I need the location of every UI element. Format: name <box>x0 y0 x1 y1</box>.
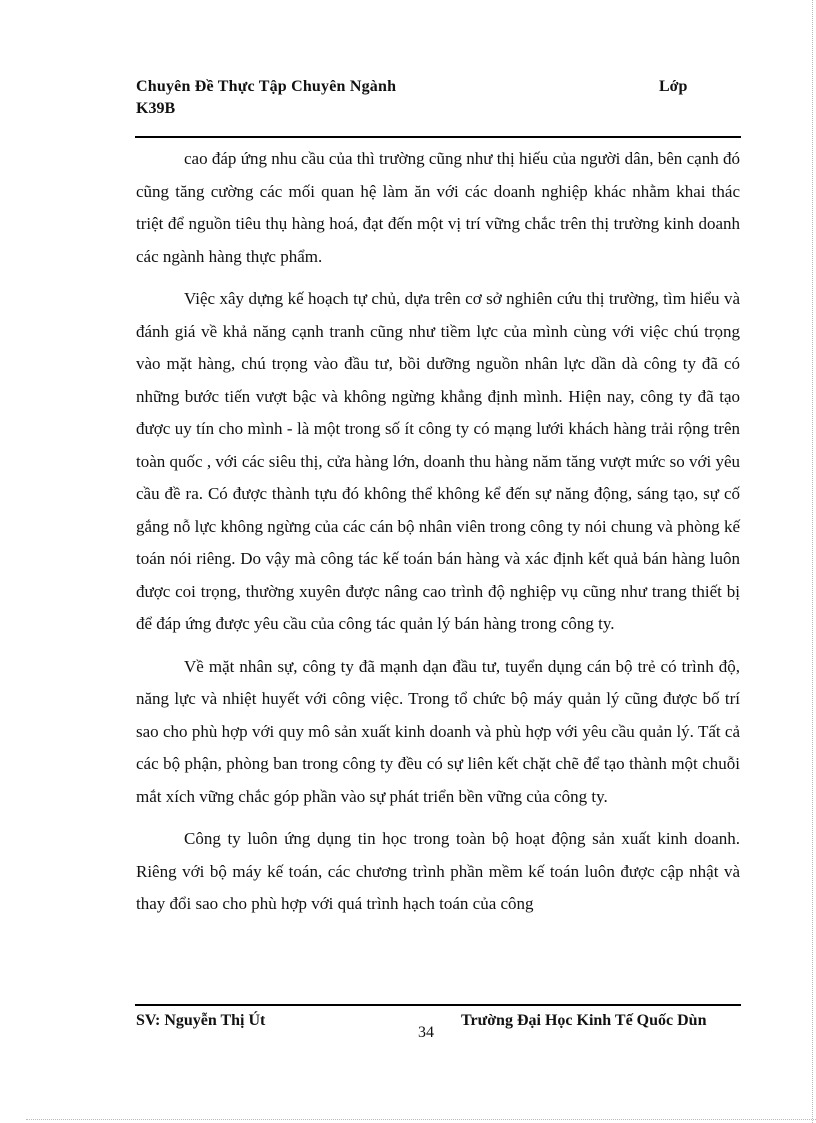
header-class-label: Lớp <box>659 78 688 95</box>
page-edge-right <box>812 0 813 1123</box>
header-class-code: K39B <box>136 100 176 117</box>
footer-student: SV: Nguyễn Thị Út <box>136 1012 266 1029</box>
footer-divider <box>135 1004 741 1006</box>
paragraph-1: cao đáp ứng nhu cầu của thì trường cũng như thị hiếu của người dân, bên cạnh đó cũng tăng cường các mối quan hệ làm ăn với các doanh nghiệp khác nhằm khai thác triệt để nguồn tiêu thụ hàng hoá, đạt đến một vị trí vững chắc trên thị trường kinh doanh các ngành hàng thực phẩm. <box>136 149 740 266</box>
paragraph-3: Về mặt nhân sự, công ty đã mạnh dạn đầu tư, tuyển dụng cán bộ trẻ có trình độ, năng lực và nhiệt huyết với công việc. Trong tổ chức bộ máy quản lý cũng được bố trí sao cho phù hợp với quy mô sản xuất kinh doanh và phù hợp với yêu cầu quản lý. Tất cả các bộ phận, phòng ban trong công ty đều có sự liên kết chặt chẽ để tạo thành một chuỗi mắt xích vững chắc góp phần vào sự phát triển bền vững của công ty. <box>136 656 740 806</box>
page-number: 34 <box>418 1024 434 1041</box>
document-body <box>136 143 740 931</box>
header-title: Chuyên Đề Thực Tập Chuyên Ngành <box>136 78 397 95</box>
header-divider <box>135 136 741 138</box>
page-edge-bottom <box>26 1119 816 1120</box>
paragraph-4: Công ty luôn ứng dụng tin học trong toàn bộ hoạt động sản xuất kinh doanh. Riêng với bộ máy kế toán, các chương trình phần mềm kế toán luôn được cập nhật và thay đổi sao cho phù hợp với quá trình hạch toán của công <box>136 829 740 913</box>
paragraph-2: Việc xây dựng kế hoạch tự chủ, dựa trên cơ sở nghiên cứu thị trường, tìm hiểu và đánh giá về khả năng cạnh tranh cũng như tiềm lực của mình cùng với việc chú trọng vào mặt hàng, chú trọng vào đầu tư, bồi dưỡng nguồn nhân lực dần dà công ty đã có những bước tiến vượt bậc và không ngừng khẳng định mình. Hiện nay, công ty đã tạo được uy tín cho mình - là một trong số ít công ty có mạng lưới khách hàng trải rộng trên toàn quốc , với các siêu thị, cửa hàng lớn, doanh thu hàng năm tăng vượt mức so với yêu cầu đề ra. Có được thành tựu đó không thể không kể đến sự năng động, sáng tạo, sự cố gắng nỗ lực không ngừng của các cán bộ nhân viên trong công ty nói chung và phòng kế toán nói riêng. Do vậy mà công tác kế toán bán hàng và xác định kết quả bán hàng luôn được coi trọng, thường xuyên được nâng cao trình độ nghiệp vụ cũng như trang thiết bị để đáp ứng được yêu cầu của công tác quản lý bán hàng trong công ty. <box>136 289 740 633</box>
footer-university: Trường Đại Học Kinh Tế Quốc Dùn <box>461 1012 707 1029</box>
